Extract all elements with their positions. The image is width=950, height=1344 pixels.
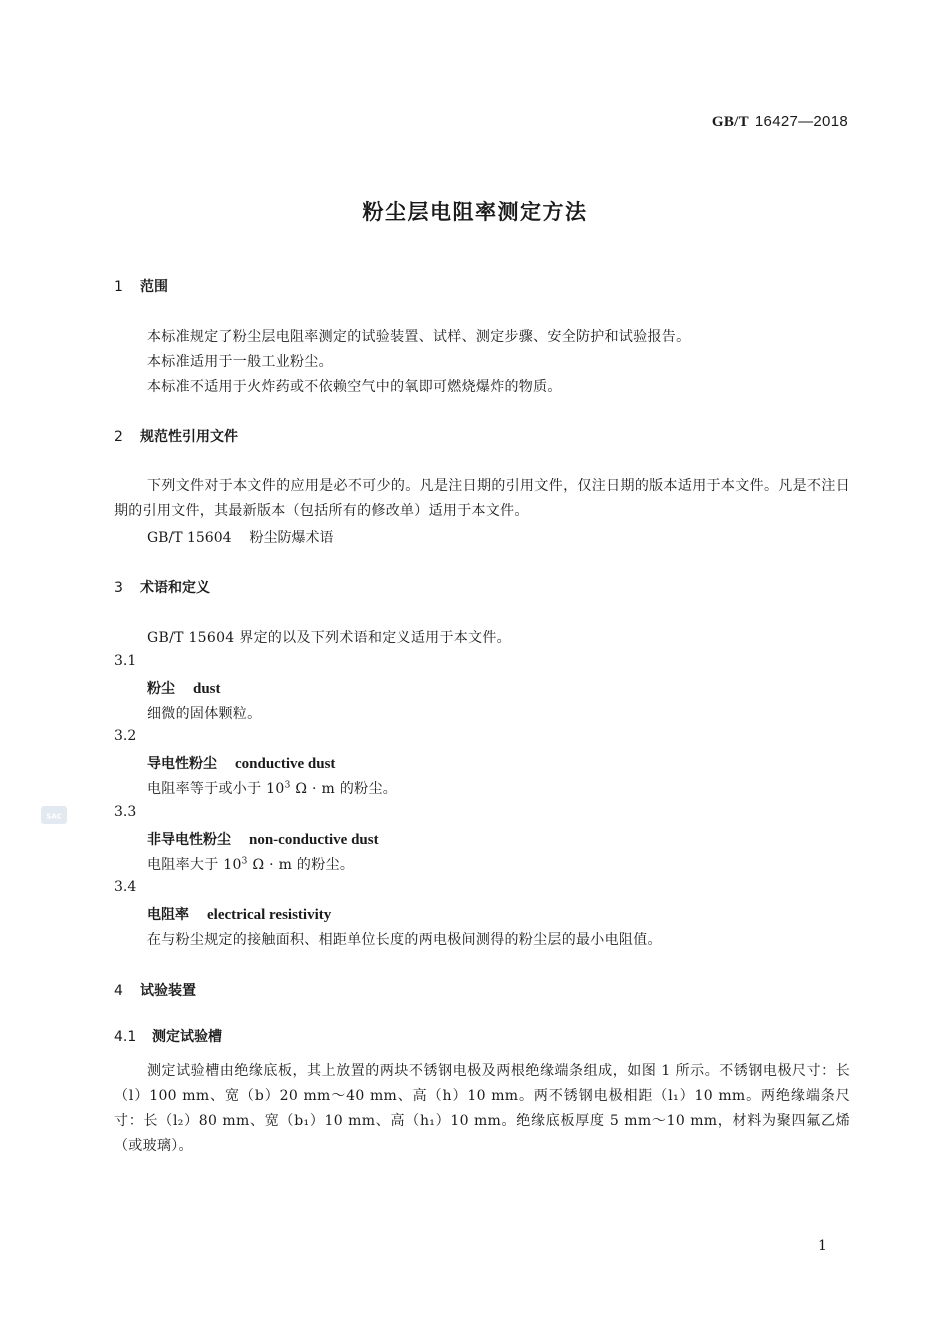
reference-code: GB/T 15604 — [147, 530, 232, 546]
section-3-heading — [114, 577, 210, 597]
term-zh: 非导电性粉尘 — [147, 832, 231, 848]
section-4-heading — [114, 980, 196, 1000]
section-1-para-2: 本标准适用于一般工业粉尘。 — [147, 354, 333, 370]
section-number: 2 — [114, 429, 123, 445]
term-en: dust — [193, 681, 221, 697]
term-name — [147, 678, 221, 698]
definition-text: 电阻率大于 10 — [147, 857, 242, 873]
section-1-para-3: 本标准不适用于火炸药或不依赖空气中的氧即可燃烧爆炸的物质。 — [147, 379, 562, 395]
document-title: 粉尘层电阻率测定方法 — [362, 200, 588, 224]
term-definition: 细微的固体颗粒。 — [147, 706, 262, 722]
term-en: electrical resistivity — [207, 907, 332, 923]
term-zh: 电阻率 — [147, 907, 189, 923]
term-number: 3.2 — [114, 728, 137, 744]
section-4-1-para: 测定试验槽由绝缘底板，其上放置的两块不锈钢电极及两根绝缘端条组成，如图 1 所示。不锈钢电极尺寸：长（l）100 mm、宽（b）20 mm～40 mm、高（h）10 mm。两不锈钢电极相距（l₁）10 mm。两绝缘端条尺寸：长（l₂）80 mm、宽（b₁）10 mm、高（h₁）10 mm。绝缘底板厚度 5 mm～10 mm，材料为聚四氟乙烯（或玻璃）。 — [114, 1063, 850, 1154]
section-title: 术语和定义 — [140, 580, 210, 596]
exponent: 3 — [284, 780, 291, 791]
section-1-heading — [114, 276, 168, 296]
standard-code — [712, 113, 848, 131]
normative-reference — [147, 527, 334, 547]
section-title: 试验装置 — [140, 983, 196, 999]
term-definition — [147, 854, 354, 874]
standard-prefix: GB/T — [711, 114, 749, 130]
term-zh: 粉尘 — [147, 681, 175, 697]
section-3-intro: GB/T 15604 界定的以及下列术语和定义适用于本文件。 — [147, 630, 511, 646]
term-en: conductive dust — [235, 756, 336, 772]
term-definition: 在与粉尘规定的接触面积、相距单位长度的两电极间测得的粉尘层的最小电阻值。 — [147, 932, 662, 948]
subsection-title: 测定试验槽 — [152, 1029, 222, 1045]
section-number: 4 — [114, 983, 123, 999]
term-zh: 导电性粉尘 — [147, 756, 217, 772]
term-name — [147, 829, 379, 849]
subsection-number: 4.1 — [114, 1029, 137, 1045]
term-en: non-conductive dust — [249, 832, 379, 848]
reference-title: 粉尘防爆术语 — [249, 530, 334, 546]
definition-text: 电阻率等于或小于 10 — [147, 781, 285, 797]
definition-text: Ω · m 的粉尘。 — [247, 857, 355, 873]
standard-number: 16427—2018 — [754, 113, 848, 130]
section-number: 3 — [114, 580, 123, 596]
term-number: 3.1 — [114, 653, 137, 669]
term-name — [147, 753, 335, 773]
svg-text:SAC: SAC — [46, 812, 62, 821]
term-definition — [147, 778, 397, 798]
section-number: 1 — [114, 279, 123, 295]
subsection-4-1-heading — [114, 1026, 222, 1046]
section-title: 范围 — [140, 279, 168, 295]
exponent: 3 — [241, 856, 248, 867]
page-number: 1 — [818, 1238, 827, 1254]
sac-logo-icon — [41, 806, 67, 824]
section-1-para-1: 本标准规定了粉尘层电阻率测定的试验装置、试样、测定步骤、安全防护和试验报告。 — [147, 329, 691, 345]
section-title: 规范性引用文件 — [140, 429, 238, 445]
section-2-para: 下列文件对于本文件的应用是必不可少的。凡是注日期的引用文件，仅注日期的版本适用于本文件。凡是不注日期的引用文件，其最新版本（包括所有的修改单）适用于本文件。 — [114, 478, 850, 519]
term-number: 3.3 — [114, 804, 137, 820]
definition-text: Ω · m 的粉尘。 — [290, 781, 398, 797]
term-number: 3.4 — [114, 879, 137, 895]
section-2-heading — [114, 426, 238, 446]
term-name — [147, 904, 331, 924]
